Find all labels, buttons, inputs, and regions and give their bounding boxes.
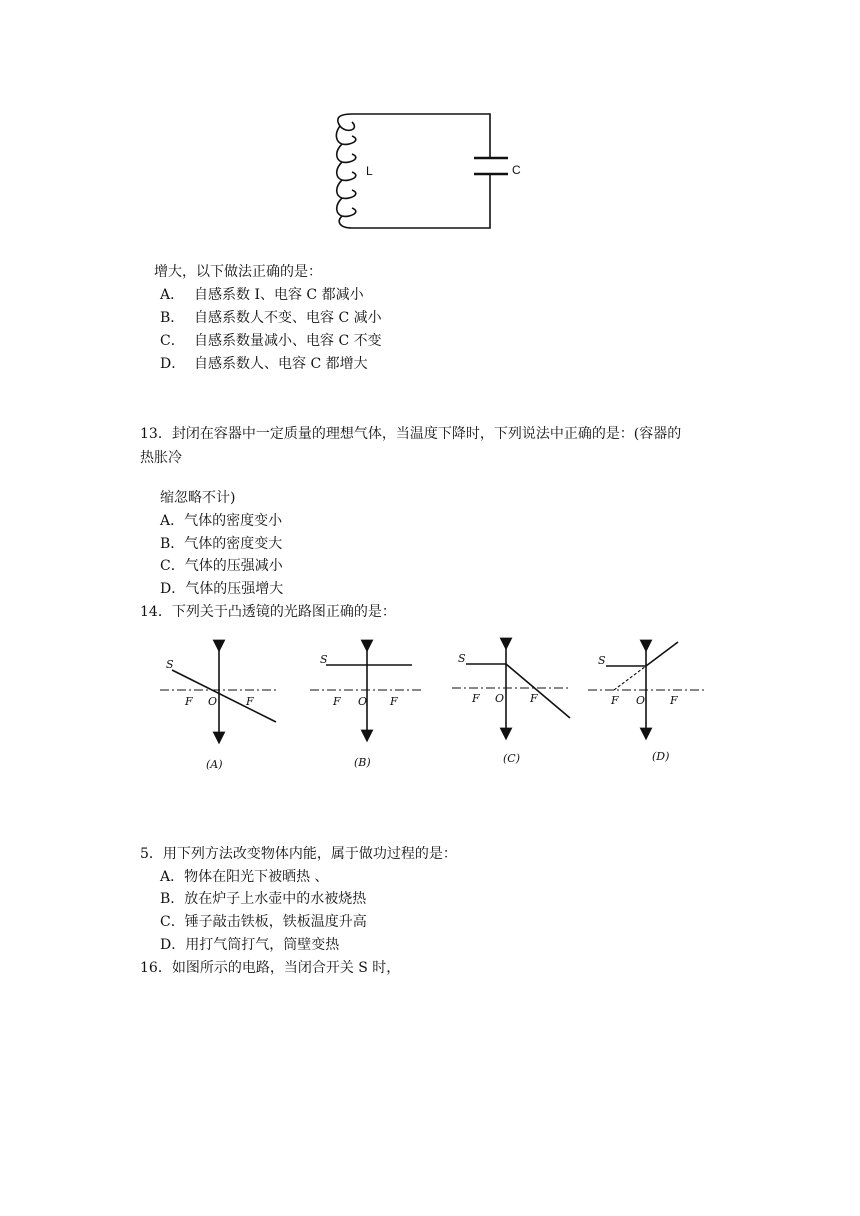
q12-option-a-letter: A． — [160, 287, 185, 303]
focus-left-label: F — [611, 694, 619, 707]
lens-diagram-b — [310, 646, 422, 769]
q15-option-a: A．物体在阳光下被晒热 、 — [160, 869, 329, 885]
focus-left-label: F — [333, 695, 341, 708]
lc-circuit-diagram — [0, 0, 860, 260]
capacitor-label: C — [512, 163, 521, 177]
q16-stem: 16．如图所示的电路，当闭合开关 S 时， — [140, 960, 401, 976]
diagram-caption: (D) — [652, 750, 670, 763]
q13-option-d: D．气体的压强增大 — [160, 581, 284, 597]
inductor-label: L — [366, 164, 373, 178]
q13-stem-line1: 13．封闭在容器中一定质量的理想气体，当温度下降时，下列说法中正确的是：(容器的 — [140, 426, 682, 442]
lens-diagram-d — [588, 642, 704, 763]
circuit-wire-top — [352, 114, 490, 158]
lens-diagram-a — [160, 646, 278, 771]
center-label: O — [358, 695, 368, 708]
q13-stem-line2: 热胀冷 — [140, 450, 182, 466]
inductor-coil — [336, 114, 355, 228]
q15-option-c: C．锤子敲击铁板，铁板温度升高 — [160, 914, 367, 930]
source-label: S — [458, 652, 466, 665]
q13-option-a: A．气体的密度变小 — [160, 513, 283, 529]
diagram-caption: (A) — [206, 758, 223, 771]
virtual-ray-extension — [614, 666, 646, 690]
source-label: S — [320, 653, 328, 666]
center-label: O — [208, 695, 218, 708]
lens-diagrams — [0, 630, 860, 830]
source-label: S — [598, 654, 606, 667]
q12-option-a-text: 自感系数 I、电容 C 都减小 — [194, 287, 364, 303]
q13-stem-line3: 缩忽略不计) — [160, 490, 236, 506]
focus-right-label: F — [670, 694, 678, 707]
center-label: O — [636, 694, 646, 707]
q12-option-c-letter: C． — [160, 333, 185, 349]
center-label: O — [495, 692, 505, 705]
source-label: S — [166, 658, 174, 671]
q12-option-b-letter: B． — [160, 310, 185, 326]
q14-stem: 14．下列关于凸透镜的光路图正确的是： — [140, 604, 396, 620]
q15-option-d: D．用打气筒打气，筒壁变热 — [160, 937, 340, 953]
focus-left-label: F — [472, 692, 480, 705]
focus-left-label: F — [185, 695, 193, 708]
q13-option-b: B．气体的密度变大 — [160, 536, 283, 552]
q15-option-b: B．放在炉子上水壶中的水被烧热 — [160, 891, 367, 907]
lens-diagram-c — [452, 644, 570, 765]
q15-stem: 5．用下列方法改变物体内能，属于做功过程的是： — [140, 846, 457, 862]
q12-option-b-text: 自感系数人不变、电容 C 减小 — [194, 310, 382, 326]
focus-right-label: F — [246, 695, 254, 708]
q13-option-c: C．气体的压强减小 — [160, 558, 283, 574]
focus-right-label: F — [530, 692, 538, 705]
q12-option-d-text: 自感系数人、电容 C 都增大 — [194, 356, 368, 372]
light-ray-refracted — [506, 664, 570, 718]
q12-stem-tail: 增大，以下做法正确的是： — [154, 264, 322, 280]
q12-option-d-letter: D． — [160, 356, 186, 372]
circuit-wire-bottom — [352, 174, 490, 228]
light-ray-refracted — [646, 642, 678, 666]
diagram-caption: (B) — [354, 756, 371, 769]
focus-right-label: F — [390, 695, 398, 708]
q12-option-c-text: 自感系数量减小、电容 C 不变 — [194, 333, 382, 349]
diagram-caption: (C) — [503, 752, 520, 765]
